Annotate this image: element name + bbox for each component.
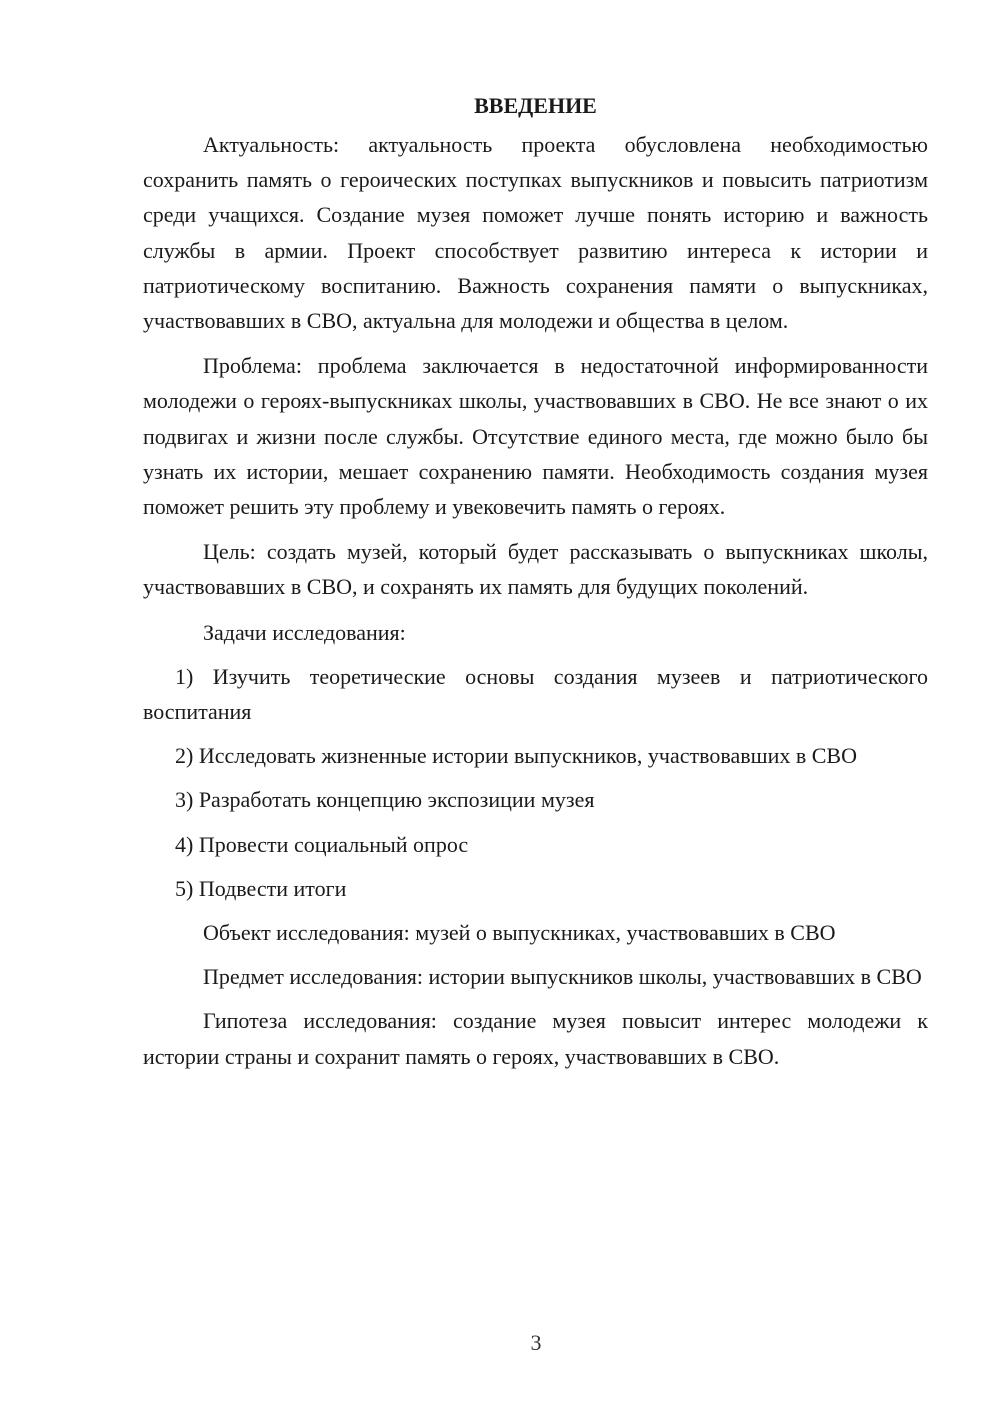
hypothesis-paragraph: Гипотеза исследования: создание музея повысит интерес молодежи к истории страны и сохранит память о героях, участвовавших в СВО.	[143, 1008, 928, 1069]
task-item: 3) Разработать концепцию экспозиции музея	[175, 787, 595, 813]
document-page	[143, 88, 928, 1084]
actuality-paragraph: Актуальность: актуальность проекта обусловлена необходимостью сохранить память о героических поступках выпускников и повысить патриотизм среди учащихся. Создание музея поможет лучше понять историю и важность службы в армии. Проект способствует развитию интереса к истории и патриотическому воспитанию. Важность сохранения памяти о выпускниках, участвовавших в СВО, актуальна для молодежи и общества в целом.	[143, 132, 928, 334]
subject-paragraph: Предмет исследования: истории выпускников школы, участвовавших в СВО	[203, 964, 922, 990]
task-item: 2) Исследовать жизненные истории выпускников, участвовавших в СВО	[175, 743, 857, 769]
page-number: 3	[530, 1330, 542, 1355]
tasks-label: Задачи исследования:	[203, 619, 406, 645]
page-title: ВВЕДЕНИЕ	[474, 93, 597, 118]
goal-paragraph: Цель: создать музей, который будет рассказывать о выпускниках школы, участвовавших в СВО, и сохранять их память для будущих поколений.	[143, 539, 928, 600]
object-paragraph: Объект исследования: музей о выпускниках, участвовавших в СВО	[203, 920, 836, 946]
task-item: 1) Изучить теоретические основы создания музеев и патриотического воспитания	[143, 663, 928, 725]
problem-paragraph: Проблема: проблема заключается в недостаточной информированности молодежи о героях-выпускниках школы, участвовавших в СВО. Не все знают о их подвигах и жизни после службы. Отсутствие единого места, где можно было бы узнать их истории, мешает сохранению памяти. Необходимость создания музея поможет решить эту проблему и увековечить память о героях.	[143, 353, 928, 520]
task-item: 4) Провести социальный опрос	[175, 831, 469, 857]
task-item: 5) Подвести итоги	[175, 875, 347, 901]
